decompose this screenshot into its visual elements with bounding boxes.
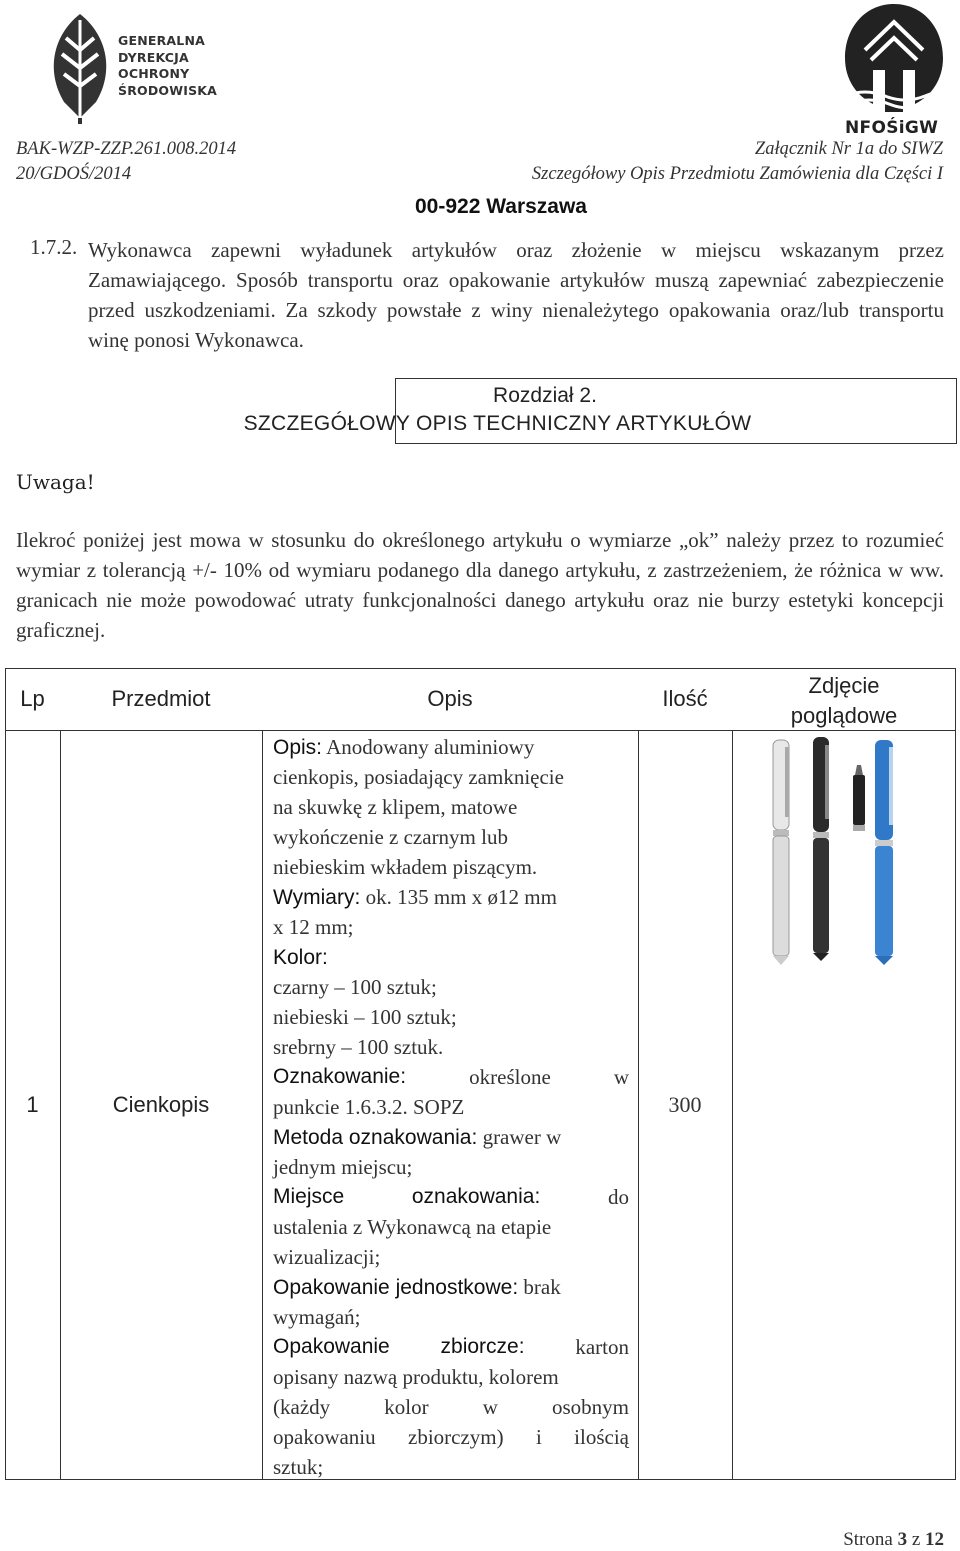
chapter-label: Rozdział 2. bbox=[493, 384, 597, 407]
nfosigw-logo-text: NFOŚiGW bbox=[845, 118, 939, 138]
pen-refill-icon bbox=[853, 765, 865, 831]
header-lp: Lp bbox=[20, 686, 45, 711]
section-text: Wykonawca zapewni wyładunek artykułów oraz złożenie w miejscu wskazanym przez Zamawiającego. Sposób transportu oraz opakowanie artykułów muszą zapewniać zabezpieczenie przed uszkodzeniami. Za szkody powstałe z winy nienależytego opakowania oraz/lub transportu winę ponosi Wykonawca. bbox=[88, 238, 944, 352]
page-number: Strona 3 z 12 bbox=[843, 1529, 944, 1550]
reference-number: BAK-WZP-ZZP.261.008.2014 bbox=[16, 139, 237, 159]
header-description: Opis bbox=[427, 686, 473, 711]
section-number: 1.7.2. bbox=[30, 235, 78, 259]
table-col-divider bbox=[262, 730, 263, 1480]
annex-label: Załącznik Nr 1a do SIWZ bbox=[754, 139, 943, 159]
row-item-name: Cienkopis bbox=[112, 1092, 210, 1117]
gdos-logo bbox=[40, 10, 218, 125]
black-pen-icon bbox=[813, 737, 829, 961]
header-photo: Zdjęcie poglądowe bbox=[790, 673, 898, 728]
leaf-logo-icon bbox=[40, 10, 120, 125]
table-col-divider bbox=[732, 730, 733, 1480]
chapter-title: SZCZEGÓŁOWY OPIS TECHNICZNY ARTYKUŁÓW bbox=[243, 412, 752, 435]
header-item: Przedmiot bbox=[111, 686, 211, 711]
row-lp: 1 bbox=[26, 1092, 39, 1117]
note-heading: Uwaga! bbox=[16, 470, 95, 494]
header-quantity: Ilość bbox=[662, 686, 708, 711]
product-photo bbox=[745, 735, 945, 970]
row-quantity: 300 bbox=[668, 1092, 702, 1117]
tree-logo-icon bbox=[835, 0, 953, 118]
case-number: 20/GDOŚ/2014 bbox=[16, 164, 132, 184]
silver-pen-icon bbox=[773, 740, 789, 965]
row-description: Opis: Anodowany aluminiowy cienkopis, posiadający zamknięcie na skuwkę z klipem, matowe wykończenie z czarnym lub niebieskim wkładem piszącym. Wymiary: ok. 135 mm x ø12 mm x 12 mm; Kolor: czarny – 100 sztuk; niebieski – 100 sztuk; srebrny – 100 sztuk. Oznakowanie: określone w punkcie 1.6.3.2. SOPZ Metoda oznakowania: grawer w jednym miejscu; Miejsce oznakowania: do ustalenia z Wykonawcą na etapie wizualizacji; Opakowanie jednostkowe: brak wymagań; Opakowanie zbiorcze: karton opisany nazwą produktu, kolorem (każdy kolor w osobnym opakowaniu zbiorczym) i ilością sztuk; bbox=[273, 735, 629, 1479]
annex-title: Szczegółowy Opis Przedmiotu Zamówienia dla Części I bbox=[531, 164, 943, 184]
blue-pen-icon bbox=[875, 740, 893, 965]
nfosigw-logo bbox=[835, 0, 953, 140]
gdos-logo-text: GENERALNA DYREKCJA OCHRONY ŚRODOWISKA bbox=[118, 33, 218, 98]
note-text: Ilekroć poniżej jest mowa w stosunku do określonego artykułu o wymiarze „ok” należy przez to rozumieć wymiar z tolerancją +/- 10% od wymiaru podanego dla danego artykułu, z zastrzeżeniem, że różnica w ww. granicach nie może powodować utraty funkcjonalności danego artykułu oraz nie burzy estetyki koncepcji graficznej. bbox=[16, 528, 944, 642]
city-line: 00-922 Warszawa bbox=[415, 195, 587, 218]
